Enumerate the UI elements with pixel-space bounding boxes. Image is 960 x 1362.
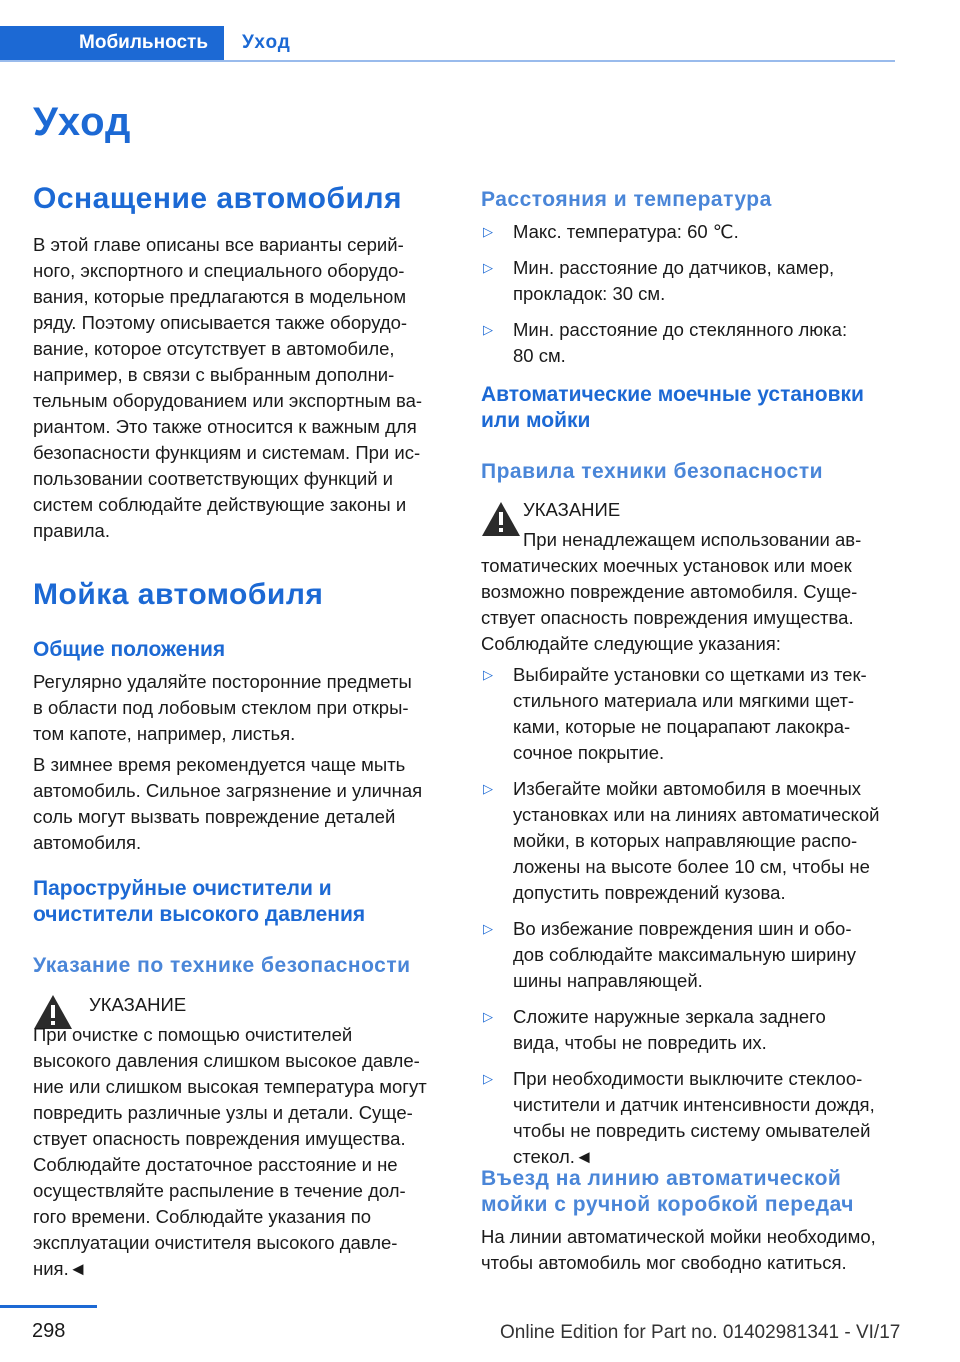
heading-line: Въезд на линию автоматической: [481, 1167, 842, 1190]
text-line: чистители и датчик интенсивности дождя,: [513, 1094, 875, 1115]
header-chapter-tab[interactable]: Уход: [242, 32, 291, 53]
paragraph-warning-pressure: [33, 1022, 427, 1282]
text-line: эксплуатации очистителя высокого давле-: [33, 1232, 398, 1253]
text-line: стильного материала или мягкими щет-: [513, 690, 855, 711]
footer-edition: Online Edition for Part no. 01402981341 - VI/17: [500, 1322, 901, 1343]
warning-label: УКАЗАНИЕ: [523, 499, 621, 520]
text-line: вида, чтобы не повредить их.: [513, 1032, 767, 1053]
list-item: [481, 255, 847, 307]
text-line: гого времени. Соблюдайте указания по: [33, 1206, 372, 1227]
heading-equipment: Оснащение автомобиля: [33, 182, 403, 215]
text-line: дов соблюдайте максимальную ширину: [513, 944, 857, 965]
text-line: автомобиль. Сильное загрязнение и уличная: [33, 780, 423, 801]
text-line: Соблюдайте следующие указания:: [481, 633, 781, 654]
heading-car-wash: Мойка автомобиля: [33, 578, 324, 611]
text-line: шины направляющей.: [513, 970, 703, 991]
heading-safety-rules: Правила техники безопасности: [481, 460, 824, 483]
text-line: Макс. температура: 60 ℃.: [513, 221, 739, 242]
list-item: [481, 1066, 879, 1170]
text-line: Во избежание повреждения шин и обо-: [513, 918, 852, 939]
distance-bullets: [481, 219, 847, 379]
paragraph-general-1: [33, 669, 412, 747]
list-item: [481, 776, 879, 906]
text-line: правила.: [33, 520, 110, 541]
heading-line: очистители высокого давления: [33, 903, 366, 926]
text-line: В зимнее время рекомендуется чаще мыть: [33, 754, 406, 775]
bullet-triangle-icon: ▷: [483, 260, 493, 275]
text-line: в области под лобовым стеклом при откры-: [33, 697, 409, 718]
text-line: допустить повреждений кузова.: [513, 882, 786, 903]
text-line: ствует опасность повреждения имущества.: [33, 1128, 406, 1149]
text-line: ложены на высоте более 10 см, чтобы не: [513, 856, 870, 877]
list-item: [481, 662, 879, 766]
bullet-triangle-icon: ▷: [483, 322, 493, 337]
heading-line: или мойки: [481, 409, 591, 432]
text-line: прокладок: 30 см.: [513, 283, 666, 304]
heading-automatic-wash: [481, 382, 864, 434]
heading-manual-gearbox: [481, 1166, 854, 1218]
text-line: Регулярно удаляйте посторонние предметы: [33, 671, 412, 692]
paragraph-manual-gearbox: [481, 1224, 876, 1276]
paragraph-equipment: [33, 232, 422, 544]
text-line: 80 см.: [513, 345, 566, 366]
bullet-triangle-icon: ▷: [483, 1071, 493, 1086]
list-item: [481, 317, 847, 369]
list-item: [481, 219, 847, 245]
heading-line: Пароструйные очистители и: [33, 877, 332, 900]
text-line: В этой главе описаны все варианты серий-: [33, 234, 404, 255]
text-line: например, в связи с выбранным дополни-: [33, 364, 395, 385]
text-line: риантом. Это также относится к важным для: [33, 416, 417, 437]
text-line: ками, которые не поцарапают лакокра-: [513, 716, 851, 737]
text-line: томатических моечных установок или моек: [481, 555, 852, 576]
heading-general: Общие положения: [33, 638, 226, 661]
text-line: мойки, в которых направляющие распо-: [513, 830, 858, 851]
text-line: Мин. расстояние до датчиков, камер,: [513, 257, 835, 278]
bullet-triangle-icon: ▷: [483, 1009, 493, 1024]
heading-distances: Расстояния и температура: [481, 188, 772, 211]
text-line: стекол.◄: [513, 1146, 594, 1167]
text-line: чтобы автомобиль мог свободно катиться.: [481, 1252, 847, 1273]
text-line: чтобы не повредить систему омывателей: [513, 1120, 871, 1141]
text-line: При очистке с помощью очистителей: [33, 1024, 353, 1045]
text-line: Избегайте мойки автомобиля в моечных: [513, 778, 862, 799]
footer-divider: [0, 1305, 97, 1308]
text-line: ного, экспортного и специального оборудо-: [33, 260, 405, 281]
text-line: При необходимости выключите стеклоо-: [513, 1068, 863, 1089]
page-title: Уход: [33, 100, 132, 144]
heading-line: Автоматические моечные установки: [481, 383, 864, 406]
warning-triangle-icon: [481, 501, 521, 537]
text-line: ние или слишком высокая температура могут: [33, 1076, 427, 1097]
list-item: [481, 916, 879, 994]
text-line: осуществляйте распыление в течение дол-: [33, 1180, 406, 1201]
text-line: возможно повреждение автомобиля. Суще-: [481, 581, 858, 602]
heading-steam-cleaners: [33, 876, 365, 928]
text-line: автомобиля.: [33, 832, 142, 853]
text-line: соль могут вызвать повреждение деталей: [33, 806, 396, 827]
paragraph-general-2: [33, 752, 422, 856]
running-header: [0, 26, 895, 62]
text-line: сочное покрытие.: [513, 742, 665, 763]
list-item: [481, 1004, 879, 1056]
text-line: ряду. Поэтому описывается также оборудо-: [33, 312, 408, 333]
bullet-triangle-icon: ▷: [483, 781, 493, 796]
text-line: систем соблюдайте действующие законы и: [33, 494, 407, 515]
header-section-tab[interactable]: Мобильность: [0, 26, 224, 60]
text-line: установках или на линиях автоматической: [513, 804, 880, 825]
text-line: повредить различные узлы и детали. Суще-: [33, 1102, 413, 1123]
text-line: На линии автоматической мойки необходимо,: [481, 1226, 876, 1247]
header-divider: [0, 60, 895, 62]
heading-line: мойки с ручной коробкой передач: [481, 1193, 854, 1216]
heading-safety-notice: Указание по технике безопасности: [33, 954, 411, 977]
bullet-triangle-icon: ▷: [483, 224, 493, 239]
text-line: пользовании соответствующих функций и: [33, 468, 394, 489]
bullet-triangle-icon: ▷: [483, 667, 493, 682]
wash-bullets: [481, 662, 879, 1180]
text-line: Мин. расстояние до стеклянного люка:: [513, 319, 848, 340]
text-line: безопасности функциям и системам. При ис-: [33, 442, 421, 463]
text-line: Соблюдайте достаточное расстояние и не: [33, 1154, 398, 1175]
text-line: Выбирайте установки со щетками из тек-: [513, 664, 867, 685]
bullet-triangle-icon: ▷: [483, 921, 493, 936]
text-line: высокого давления слишком высокое давле-: [33, 1050, 420, 1071]
text-line: вание, которое отсутствует в автомобиле,: [33, 338, 395, 359]
warning-text-first-line: При ненадлежащем использовании ав-: [523, 529, 862, 550]
page-number: 298: [32, 1320, 66, 1342]
paragraph-warning-wash: [481, 553, 857, 657]
text-line: тельным оборудованием или экспортным ва-: [33, 390, 423, 411]
text-line: ния.◄: [33, 1258, 88, 1279]
text-line: том капоте, например, листья.: [33, 723, 296, 744]
warning-label: УКАЗАНИЕ: [89, 994, 187, 1015]
text-line: ствует опасность повреждения имущества.: [481, 607, 854, 628]
text-line: Сложите наружные зеркала заднего: [513, 1006, 826, 1027]
text-line: вания, которые предлагаются в модельном: [33, 286, 407, 307]
